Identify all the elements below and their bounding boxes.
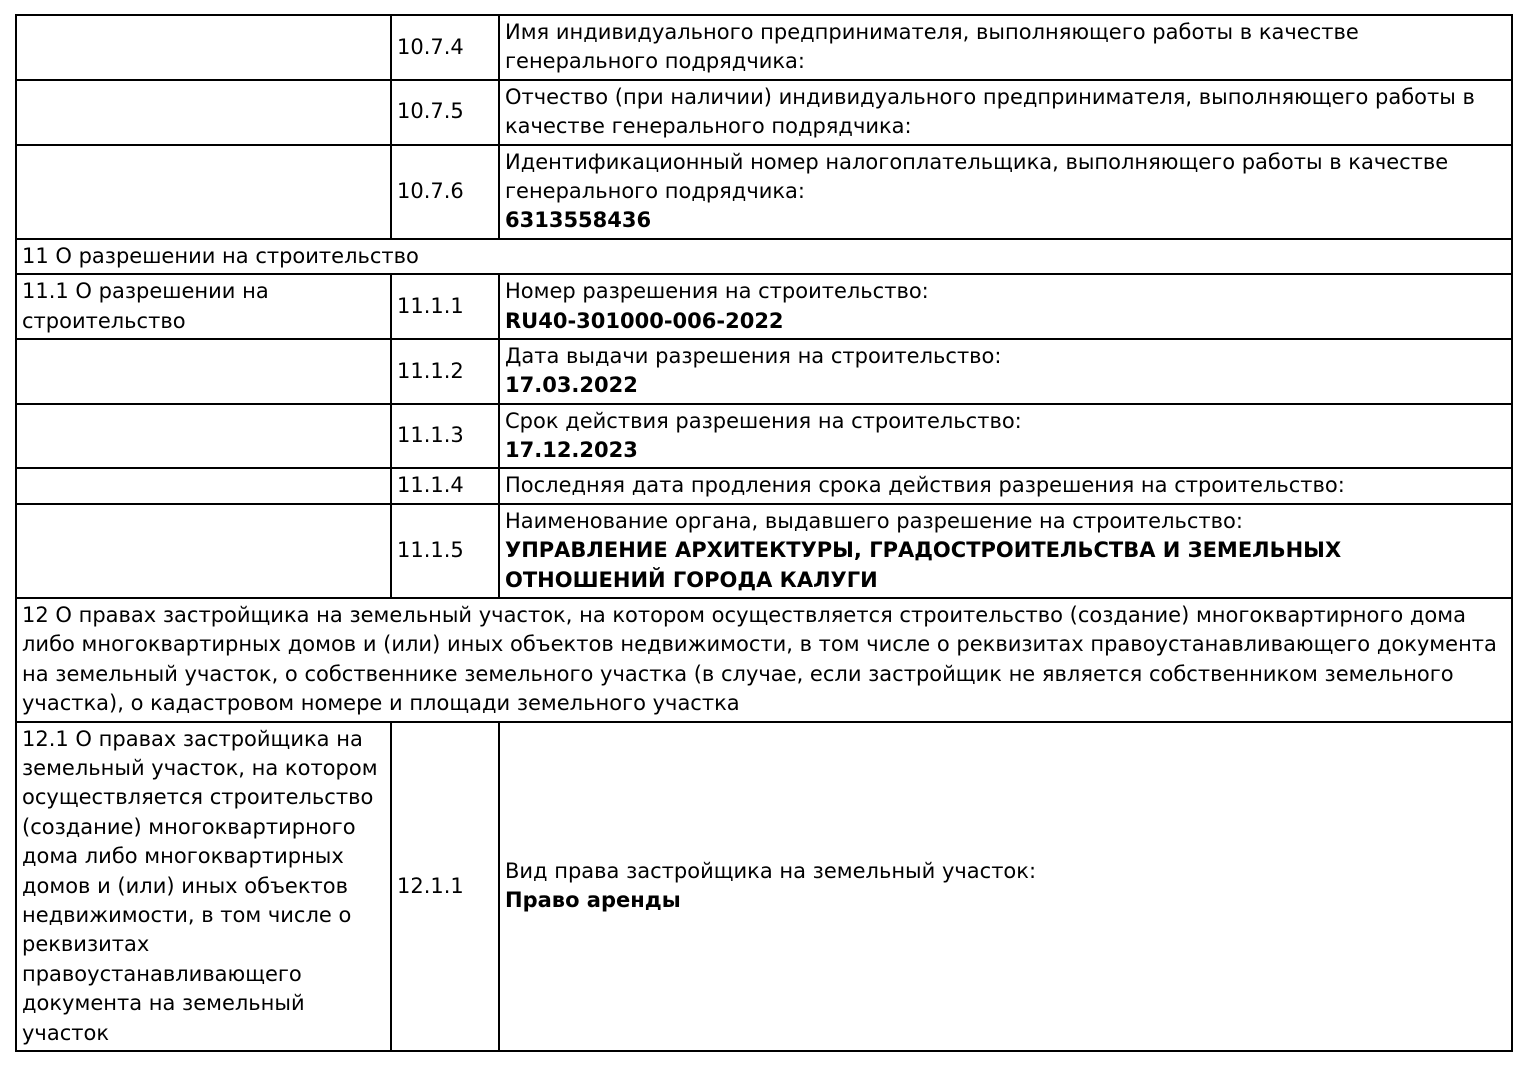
row-number: 11.1.2	[391, 339, 499, 404]
field-label: Номер разрешения на строительство:	[505, 279, 929, 304]
section-title: 11 О разрешении на строительство	[16, 239, 1512, 274]
table-row	[16, 504, 1512, 598]
row-left-cell	[16, 404, 391, 469]
row-number: 10.7.5	[391, 80, 499, 145]
field-value: RU40-301000-006-2022	[505, 308, 784, 333]
row-left-cell	[16, 145, 391, 239]
row-number: 12.1.1	[391, 722, 499, 1051]
section-row	[16, 239, 1512, 274]
field-value: Право аренды	[505, 888, 681, 913]
row-content-cell	[499, 722, 1512, 1051]
row-left-cell	[16, 339, 391, 404]
field-value: 17.12.2023	[505, 438, 638, 463]
declaration-table	[15, 14, 1513, 1052]
row-content-cell	[499, 15, 1512, 80]
row-number: 10.7.6	[391, 145, 499, 239]
row-content-cell	[499, 274, 1512, 339]
field-label: Наименование органа, выдавшего разрешение на строительство:	[505, 508, 1243, 533]
field-value: УПРАВЛЕНИЕ АРХИТЕКТУРЫ, ГРАДОСТРОИТЕЛЬСТВА И ЗЕМЕЛЬНЫХ ОТНОШЕНИЙ ГОРОДА КАЛУГИ	[505, 538, 1342, 592]
table-row	[16, 274, 1512, 339]
field-label: Отчество (при наличии) индивидуального предпринимателя, выполняющего работы в качестве генерального подрядчика:	[505, 84, 1475, 139]
row-content-cell	[499, 145, 1512, 239]
table-row	[16, 404, 1512, 469]
row-content-cell	[499, 504, 1512, 598]
row-number: 10.7.4	[391, 15, 499, 80]
section-row	[16, 598, 1512, 722]
table-row	[16, 145, 1512, 239]
row-content-cell	[499, 404, 1512, 469]
row-left-cell	[16, 80, 391, 145]
table-row	[16, 80, 1512, 145]
field-label: Идентификационный номер налогоплательщика, выполняющего работы в качестве генерального подрядчика:	[505, 149, 1449, 203]
row-content-cell	[499, 80, 1512, 145]
row-left-cell	[16, 468, 391, 503]
row-content-cell	[499, 339, 1512, 404]
table-row	[16, 15, 1512, 80]
field-label: Срок действия разрешения на строительство:	[505, 408, 1022, 433]
field-value: 6313558436	[505, 208, 652, 233]
table-row	[16, 722, 1512, 1051]
row-number: 11.1.1	[391, 274, 499, 339]
row-number: 11.1.3	[391, 404, 499, 469]
section-title: 12 О правах застройщика на земельный участок, на котором осуществляется строительство (создание) многоквартирного дома либо многоквартирных домов и (или) иных объектов недвижимости, в том числе о реквизитах правоустанавливающего документа на земельный участок, о собственнике земельного участка (в случае, если застройщик не является собственником земельного участка), о кадастровом номере и площади земельного участка	[16, 598, 1512, 722]
row-left-cell	[16, 504, 391, 598]
field-label: Последняя дата продления срока действия разрешения на строительство:	[505, 473, 1345, 498]
table-row	[16, 468, 1512, 503]
row-content-cell	[499, 468, 1512, 503]
row-number: 11.1.5	[391, 504, 499, 598]
field-label: Вид права застройщика на земельный участок:	[505, 858, 1037, 883]
field-label: Дата выдачи разрешения на строительство:	[505, 343, 1002, 368]
field-value: 17.03.2022	[505, 373, 638, 398]
row-left-cell: 12.1 О правах застройщика на земельный участок, на котором осуществляется строительство (создание) многоквартирного дома либо многоквартирных домов и (или) иных объектов недвижимости, в том числе о реквизитах правоустанавливающего документа на земельный участок	[16, 722, 391, 1051]
table-row	[16, 339, 1512, 404]
field-label: Имя индивидуального предпринимателя, выполняющего работы в качестве генерального подрядчика:	[505, 20, 1359, 74]
row-left-cell: 11.1 О разрешении на строительство	[16, 274, 391, 339]
row-number: 11.1.4	[391, 468, 499, 503]
row-left-cell	[16, 15, 391, 80]
